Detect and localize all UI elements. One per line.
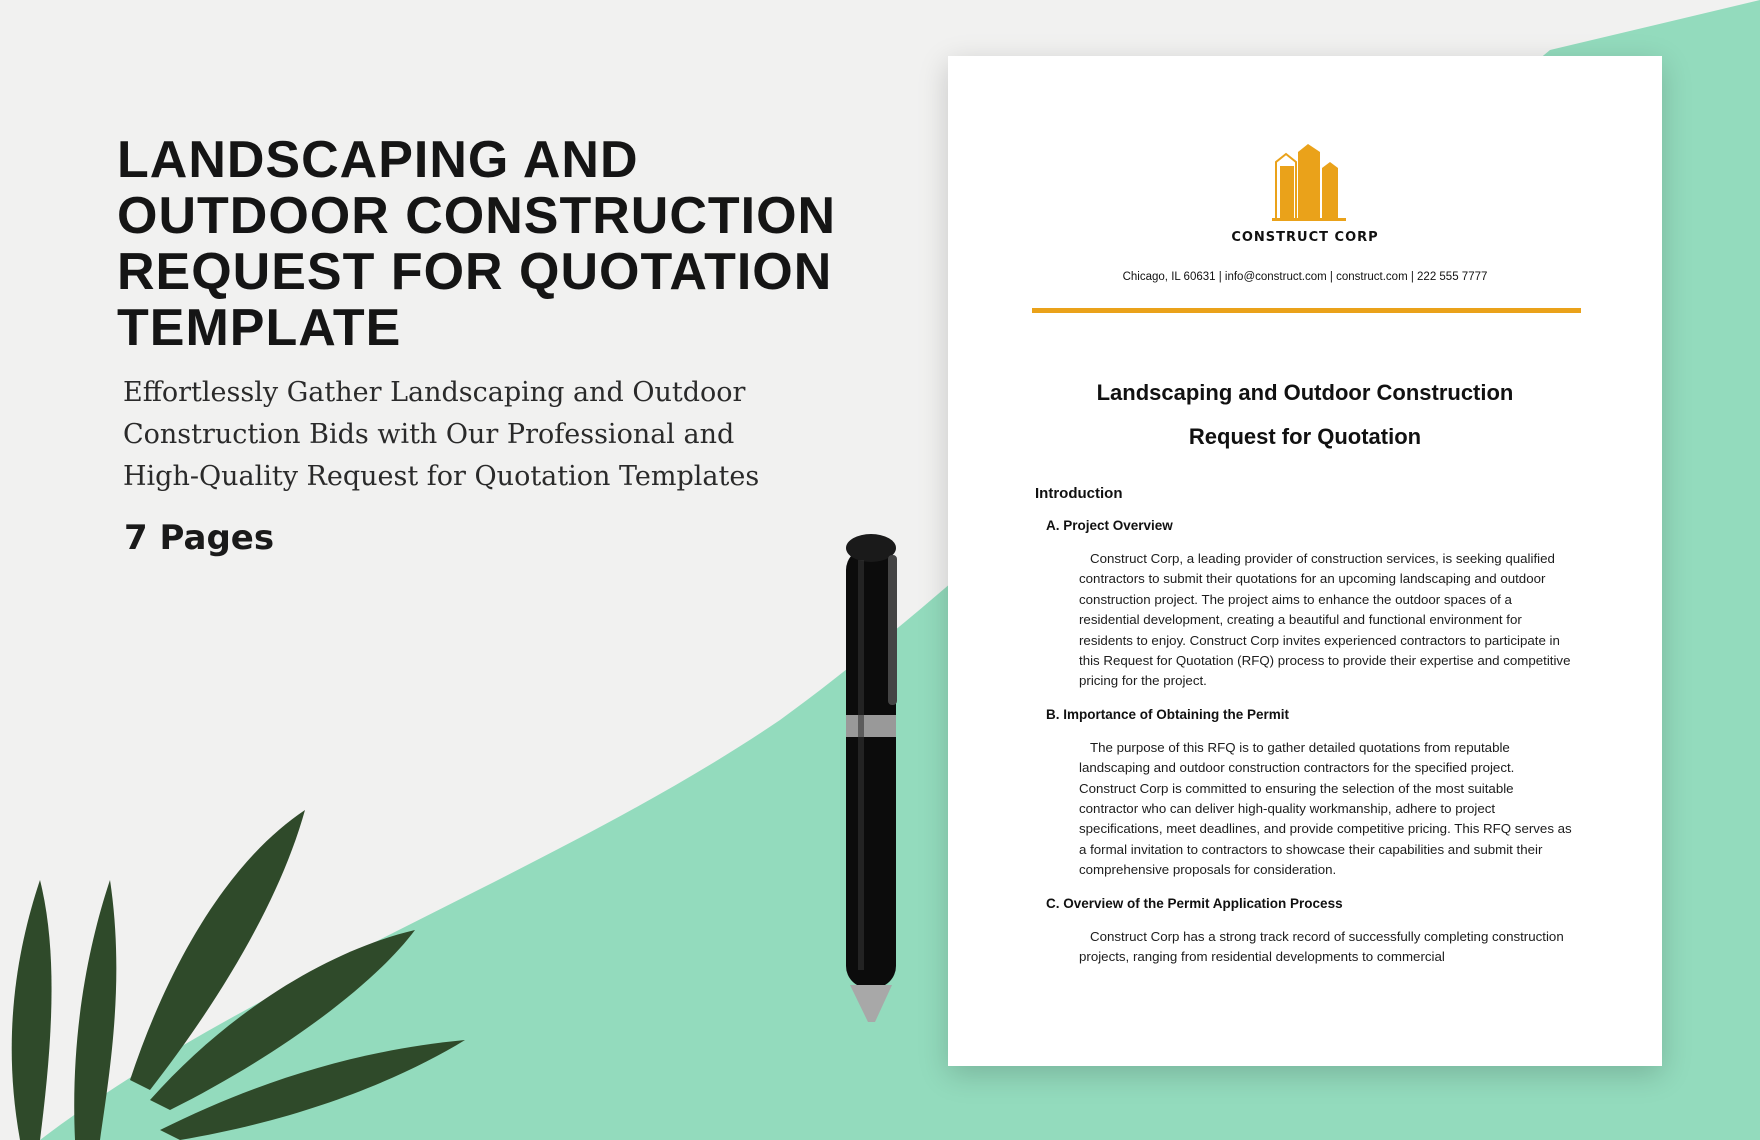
section-heading: C. Overview of the Permit Application Process bbox=[1046, 895, 1343, 911]
document-title bbox=[948, 371, 1662, 459]
page-count: 7 Pages bbox=[124, 518, 275, 558]
brand-name: CONSTRUCT CORP bbox=[1231, 230, 1379, 245]
title-line-1: Landscaping and Outdoor Construction bbox=[1096, 380, 1514, 405]
section-body: The purpose of this RFQ is to gather detailed quotations from reputable landscaping and outdoor construction contractors for the specified project. Construct Corp is committed to ensuring the selection of the most suitable contractor who can deliver high-quality workmanship, adhere to project specifications, meet deadlines, and provide competitive pricing. This RFQ serves as a formal invitation to contractors to showcase their capabilities and submit their comprehensive proposals for consideration. bbox=[1079, 739, 1572, 878]
section-body: Construct Corp, a leading provider of construction services, is seeking qualified contractors to submit their quotations for an upcoming landscaping and outdoor construction project. The project aims to enhance the outdoor spaces of a residential development, creating a beautiful and functional environment for residents to enjoy. Construct Corp invites experienced contractors to participate in this Request for Quotation (RFQ) process to provide their expertise and competitive pricing for the project. bbox=[1079, 551, 1571, 689]
document-body bbox=[1035, 485, 1580, 968]
pen-image bbox=[846, 534, 897, 1022]
section-heading: A. Project Overview bbox=[1046, 518, 1173, 533]
contact-line: Chicago, IL 60631 | info@construct.com | construct.com | 222 555 7777 bbox=[1122, 271, 1488, 283]
hero-block bbox=[117, 132, 907, 558]
title-line-2: Request for Quotation bbox=[1188, 424, 1422, 449]
hero-subtitle: Effortlessly Gather Landscaping and Outdoor Construction Bids with Our Professional and High-Quality Request for Quotation Templates bbox=[123, 377, 760, 492]
document-preview bbox=[948, 56, 1662, 1066]
building-logo-icon bbox=[1272, 142, 1346, 222]
intro-heading: Introduction bbox=[1035, 485, 1123, 502]
accent-divider bbox=[1032, 308, 1581, 313]
hero-title: LANDSCAPING AND OUTDOOR CONSTRUCTION REQUEST FOR QUOTATION TEMPLATE bbox=[117, 131, 837, 357]
section-body: Construct Corp has a strong track record of successfully completing construction projects, ranging from residential developments to commercial bbox=[1079, 928, 1564, 965]
section-heading: B. Importance of Obtaining the Permit bbox=[1046, 706, 1290, 722]
